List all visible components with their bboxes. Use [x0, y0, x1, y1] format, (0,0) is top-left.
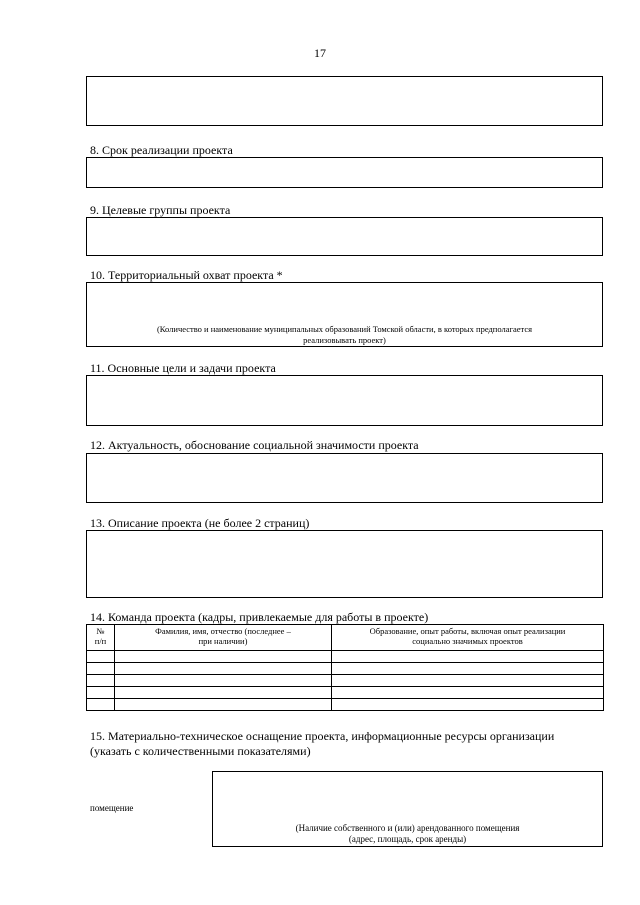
table-cell[interactable]	[87, 687, 115, 699]
table-row	[87, 651, 604, 663]
team-col-name: Фамилия, имя, отчество (последнее – при наличии)	[115, 625, 332, 651]
premises-label: помещение	[90, 803, 134, 813]
team-col-number: № п/п	[87, 625, 115, 651]
section-14-label: 14. Команда проекта (кадры, привлекаемые для работы в проекте)	[90, 610, 429, 624]
team-col-experience: Образование, опыт работы, включая опыт реализации социально значимых проектов	[332, 625, 604, 651]
table-cell[interactable]	[332, 687, 604, 699]
section-15-line2: (указать с количественными показателями)	[90, 744, 311, 758]
section-13-label: 13. Описание проекта (не более 2 страниц)	[90, 516, 310, 530]
section-9-field[interactable]	[86, 217, 603, 256]
table-cell[interactable]	[332, 675, 604, 687]
section-11-field[interactable]	[86, 375, 603, 426]
section-10-note-line1: (Количество и наименование муниципальных образований Томской области, в которых предполагается	[156, 324, 533, 334]
table-row	[87, 663, 604, 675]
premises-field[interactable]	[212, 771, 603, 847]
section-10-field[interactable]	[86, 282, 603, 347]
table-cell[interactable]	[87, 651, 115, 663]
premises-note-line1: (Наличие собственного и (или) арендованного помещения	[295, 823, 520, 833]
section-11-label: 11. Основные цели и задачи проекта	[90, 361, 276, 375]
table-cell[interactable]	[87, 675, 115, 687]
table-cell[interactable]	[115, 651, 332, 663]
premises-note-line2: (адрес, площадь, срок аренды)	[348, 834, 467, 844]
section-10-label: 10. Территориальный охват проекта *	[90, 268, 283, 282]
table-cell[interactable]	[115, 699, 332, 711]
table-cell[interactable]	[332, 699, 604, 711]
table-cell[interactable]	[332, 663, 604, 675]
table-row	[87, 687, 604, 699]
section-10-note-line2: реализовывать проект)	[303, 335, 386, 345]
section-13-field[interactable]	[86, 530, 603, 598]
section-12-field[interactable]	[86, 453, 603, 503]
table-cell[interactable]	[115, 687, 332, 699]
previous-section-field[interactable]	[86, 76, 603, 126]
section-8-field[interactable]	[86, 157, 603, 188]
section-8-label: 8. Срок реализации проекта	[90, 143, 233, 157]
team-table	[86, 624, 604, 711]
table-cell[interactable]	[115, 675, 332, 687]
section-12-label: 12. Актуальность, обоснование социальной значимости проекта	[90, 438, 419, 452]
table-cell[interactable]	[87, 699, 115, 711]
table-cell[interactable]	[332, 651, 604, 663]
section-15-label	[90, 729, 600, 759]
table-cell[interactable]	[115, 663, 332, 675]
section-15-line1: 15. Материально-техническое оснащение проекта, информационные ресурсы организации	[90, 729, 555, 743]
page-number: 17	[314, 46, 326, 60]
table-cell[interactable]	[87, 663, 115, 675]
section-9-label: 9. Целевые группы проекта	[90, 203, 231, 217]
team-table-header	[87, 625, 604, 651]
table-row	[87, 675, 604, 687]
table-row	[87, 699, 604, 711]
